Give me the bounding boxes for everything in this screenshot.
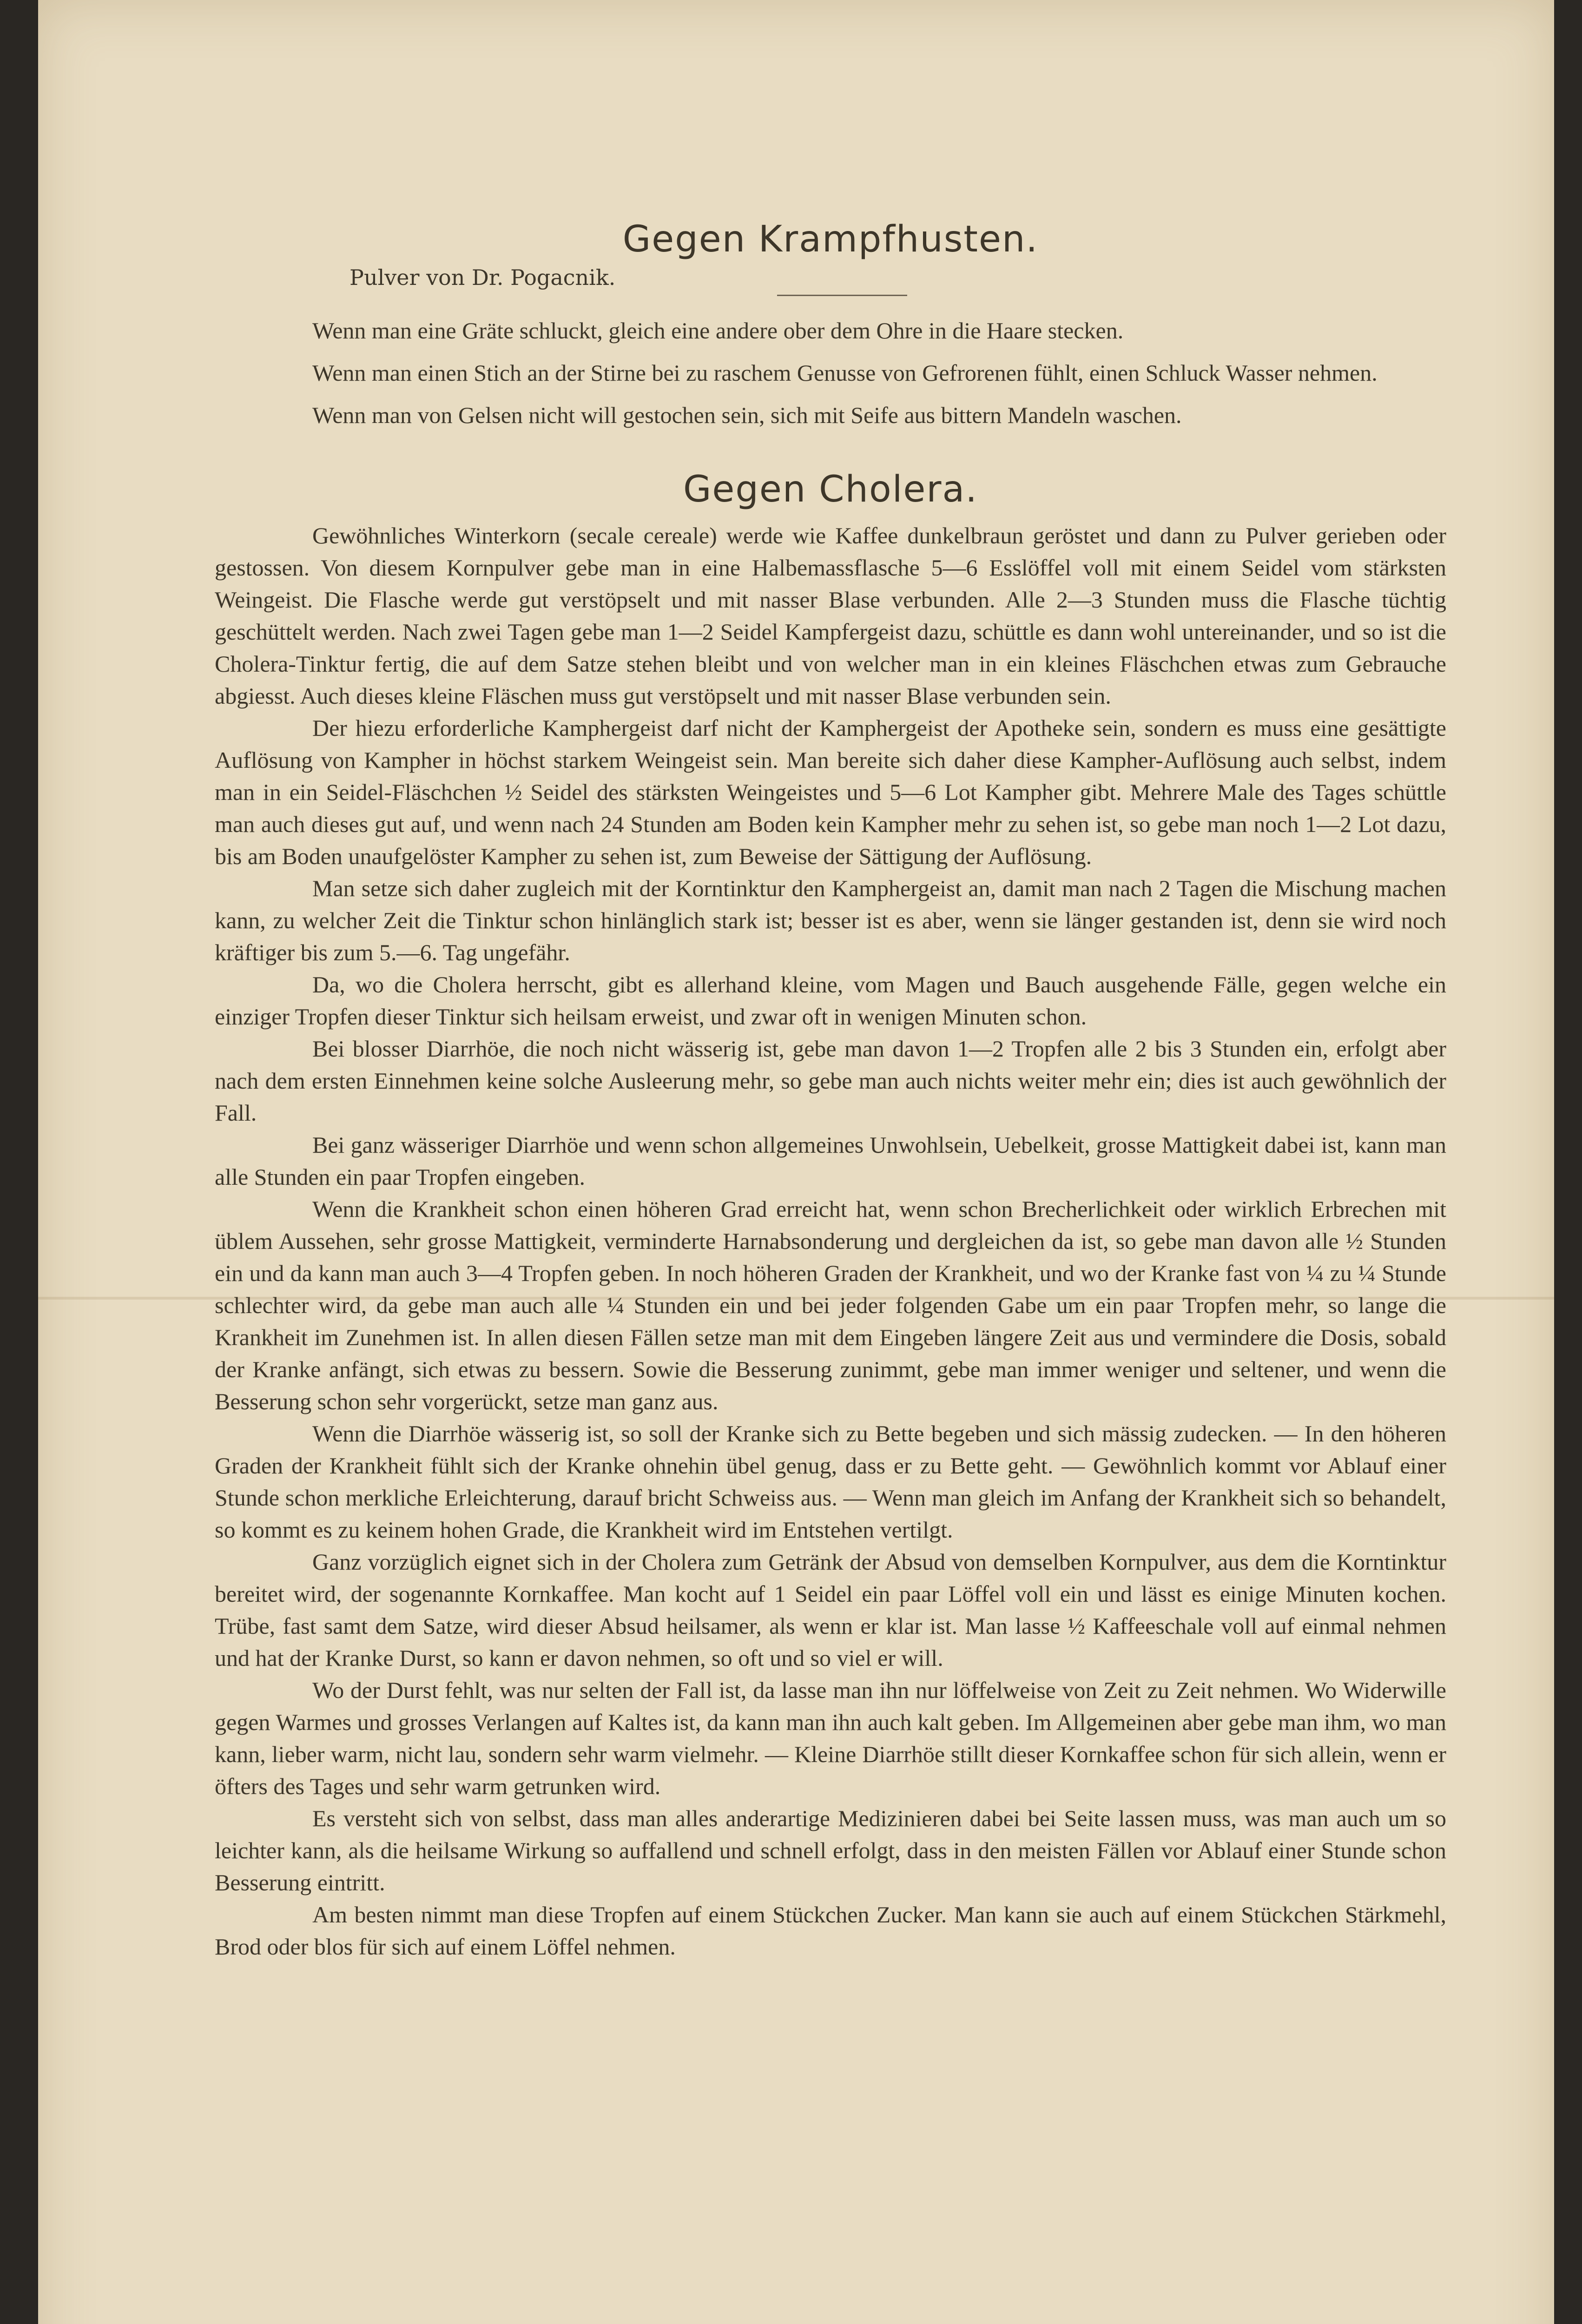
subtitle-pulver: Pulver von Dr. Pogacnik. (349, 265, 616, 290)
paragraph: Wenn man von Gelsen nicht will gestochen sein, sich mit Seife aus bittern Mandeln waschen. (312, 402, 1182, 428)
paragraph: Gewöhnliches Winterkorn (secale cereale) werde wie Kaffee dunkelbraun geröstet und dann zu Pulver gerieben oder gestossen. Von diesem Kornpulver gebe man in eine Halbemassflasche 5—6 Esslöffel voll mit einem Seidel vom stärksten Weingeist. Die Flasche werde gut verstöpselt und mit nasser Blase verbunden. Alle 2—3 Stunden muss die Flasche tüchtig geschüttelt werden. Nach zwei Tagen gebe man 1—2 Seidel Kampfergeist dazu, schüttle es dann wohl untereinander, und so ist die Cholera-Tinktur fertig, die auf dem Satze stehen bleibt und von welcher man in ein kleines Fläschchen etwas zum Gebrauche abgiesst. Auch dieses kleine Fläschen muss gut verstöpselt und mit nasser Blase verbunden sein. (215, 522, 1446, 709)
paragraph: Am besten nimmt man diese Tropfen auf einem Stückchen Zucker. Man kann sie auch auf einem Stückchen Stärkmehl, Brod oder blos für sich auf einem Löffel nehmen. (215, 1901, 1446, 1960)
paragraph: Man setze sich daher zugleich mit der Korntinktur den Kamphergeist an, damit man nach 2 Tagen die Mischung machen kann, zu welcher Zeit die Tinktur schon hinlänglich stark ist; besser ist es aber, wenn sie länger gestanden ist, denn sie wird noch kräftiger bis zum 5.—6. Tag ungefähr. (215, 875, 1446, 965)
paragraph: Wenn die Diarrhöe wässerig ist, so soll der Kranke sich zu Bette begeben und sich mässig zudecken. — In den höheren Graden der Krankheit fühlt sich der Kranke ohnehin übel genug, dass er zu Bette geht. — Gewöhnlich kommt vor Ablauf einer Stunde schon merkliche Erleichterung, darauf bricht Schweiss aus. — Wenn man gleich im Anfang der Krankheit sich so behandelt, so kommt es zu keinem hohen Grade, die Krankheit wird im Entstehen vertilgt. (215, 1420, 1446, 1543)
paper-sheet (38, 0, 1554, 2324)
paragraph: Wenn man einen Stich an der Stirne bei zu raschem Genusse von Gefrorenen fühlt, einen Schluck Wasser nehmen. (312, 360, 1378, 386)
paragraph: Ganz vorzüglich eignet sich in der Cholera zum Getränk der Absud von demselben Kornpulver, aus dem die Korntinktur bereitet wird, der sogenannte Kornkaffee. Man kocht auf 1 Seidel ein paar Löffel voll ein und lässt es einige Minuten kochen. Trübe, fast samt dem Satze, wird dieser Absud heilsamer, als wenn er klar ist. Man lasse ½ Kaffeeschale voll auf einmal nehmen und hat der Kranke Durst, so kann er davon nehmen, so oft und so viel er will. (215, 1549, 1446, 1671)
heading-krampfhusten: Gegen Krampfhusten. (622, 218, 1039, 260)
paragraph: Es versteht sich von selbst, dass man alles anderartige Medizinieren dabei bei Seite lassen muss, was man auch um so leichter kann, als die heilsame Wirkung so auffallend und schnell erfolgt, dass in den meisten Fällen vor Ablauf einer Stunde schon Besserung eintritt. (215, 1805, 1446, 1895)
section-krampfhusten (215, 315, 1446, 431)
paragraph: Wo der Durst fehlt, was nur selten der Fall ist, da lasse man ihn nur löffelweise von Zeit zu Zeit nehmen. Wo Widerwille gegen Warmes und grosses Verlangen auf Kaltes ist, da kann man ihn auch kalt geben. Im Allgemeinen aber gebe man ihm, wo man kann, lieber warm, nicht lau, sondern sehr warm vielmehr. — Kleine Diarrhöe stillt dieser Kornkaffee schon für sich allein, wenn er öfters des Tages und sehr warm getrunken wird. (215, 1677, 1446, 1799)
heading-cholera: Gegen Cholera. (683, 469, 978, 510)
section-cholera (215, 520, 1446, 1963)
paragraph: Wenn man eine Gräte schluckt, gleich eine andere ober dem Ohre in die Haare stecken. (312, 317, 1124, 343)
paragraph: Bei blosser Diarrhöe, die noch nicht wässerig ist, gebe man davon 1—2 Tropfen alle 2 bis 3 Stunden ein, erfolgt aber nach dem ersten Einnehmen keine solche Ausleerung mehr, so gebe man auch nichts weiter mehr ein; dies ist auch gewöhnlich der Fall. (215, 1036, 1446, 1126)
document-body (215, 177, 1446, 1963)
paragraph: Wenn die Krankheit schon einen höheren Grad erreicht hat, wenn schon Brecherlichkeit oder wirklich Erbrechen mit üblem Aussehen, sehr grosse Mattigkeit, verminderte Harnabsonderung und dergleichen da ist, so gebe man davon alle ½ Stunden ein und da kann man auch 3—4 Tropfen geben. In noch höheren Graden der Krankheit, und wo der Kranke fast von ¼ zu ¼ Stunde schlechter wird, da gebe man auch alle ¼ Stunden ein und bei jeder folgenden Gabe um ein paar Tropfen mehr, so lange die Krankheit im Zunehmen ist. In allen diesen Fällen setze man mit dem Eingeben längere Zeit aus und vermindere die Dosis, sobald der Kranke anfängt, sich etwas zu bessern. Sowie die Besserung zunimmt, gebe man immer weniger und seltener, und wenn die Besserung schon sehr vorgerückt, setze man ganz aus. (215, 1196, 1446, 1414)
paragraph: Bei ganz wässeriger Diarrhöe und wenn schon allgemeines Unwohlsein, Uebelkeit, grosse Mattigkeit dabei ist, kann man alle Stunden ein paar Tropfen eingeben. (215, 1132, 1446, 1190)
divider-rule (777, 295, 907, 296)
paragraph: Der hiezu erforderliche Kamphergeist darf nicht der Kamphergeist der Apotheke sein, sondern es muss eine gesättigte Auflösung von Kampher in höchst starkem Weingeist sein. Man bereite sich daher diese Kampher-Auflösung auch selbst, indem man in ein Seidel-Fläschchen ½ Seidel des stärksten Weingeistes und 5—6 Lot Kampher gibt. Mehrere Male des Tages schüttle man auch dieses gut auf, und wenn nach 24 Stunden am Boden kein Kampher mehr zu sehen ist, so gebe man noch 1—2 Lot dazu, bis am Boden unaufgelöster Kampher zu sehen ist, zum Beweise der Sättigung der Auflösung. (215, 715, 1446, 869)
paragraph: Da, wo die Cholera herrscht, gibt es allerhand kleine, vom Magen und Bauch ausgehende Fälle, gegen welche ein einziger Tropfen dieser Tinktur sich heilsam erweist, und zwar oft in wenigen Minuten schon. (215, 971, 1446, 1030)
